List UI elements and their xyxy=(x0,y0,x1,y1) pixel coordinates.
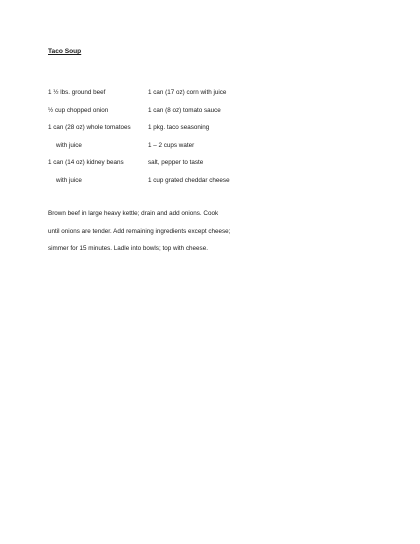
direction-line: until onions are tender. Add remaining ingredients except cheese; xyxy=(48,227,231,235)
recipe-title: Taco Soup xyxy=(48,48,82,55)
ingredients-left-column xyxy=(48,84,144,190)
direction-line: Brown beef in large heavy kettle; drain and add onions. Cook xyxy=(48,210,219,217)
ingredient-line: 1 ½ lbs. ground beef xyxy=(48,89,106,96)
ingredient-line: ½ cup chopped onion xyxy=(48,106,109,114)
ingredient-line-continuation: with juice xyxy=(56,141,82,149)
ingredient-line: salt, pepper to taste xyxy=(148,159,204,167)
recipe-directions xyxy=(48,205,268,258)
ingredient-line: 1 can (17 oz) corn with juice xyxy=(148,89,227,96)
ingredient-line: 1 can (14 oz) kidney beans xyxy=(48,159,124,167)
ingredient-line: 1 – 2 cups water xyxy=(148,141,195,149)
ingredient-line: 1 pkg. taco seasoning xyxy=(148,124,210,132)
ingredient-line: 1 can (28 oz) whole tomatoes xyxy=(48,124,131,132)
ingredients-right-column xyxy=(148,84,288,190)
direction-line: simmer for 15 minutes. Ladle into bowls; top with cheese. xyxy=(48,245,208,253)
ingredient-line: 1 can (8 oz) tomato sauce xyxy=(148,106,221,114)
ingredient-line: 1 cup grated cheddar cheese xyxy=(148,176,230,184)
ingredient-line-continuation: with juice xyxy=(56,176,82,184)
